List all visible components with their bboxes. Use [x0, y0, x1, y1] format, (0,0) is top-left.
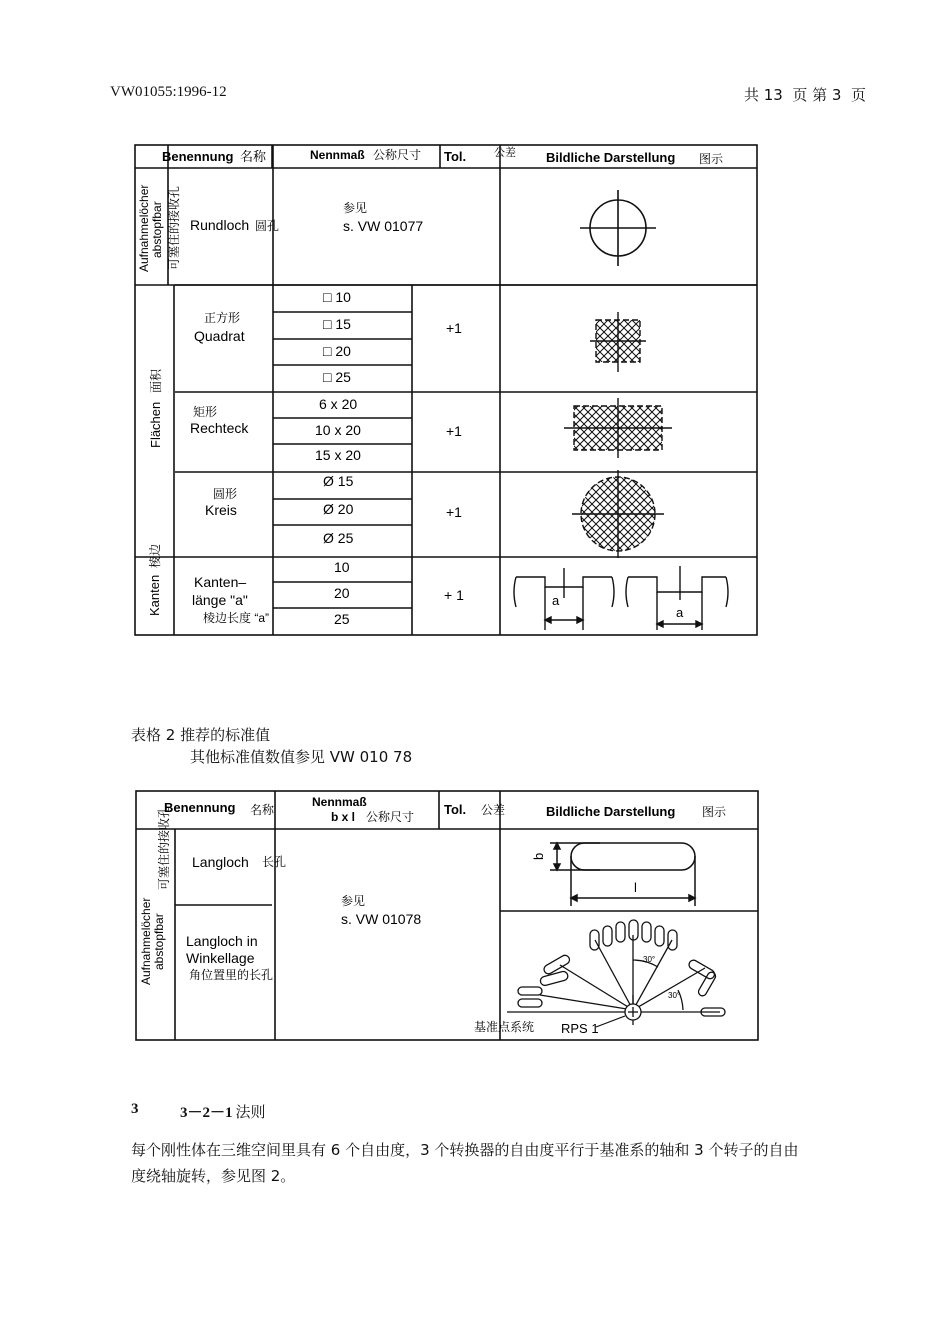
table-2: [0, 780, 950, 1050]
paragraph-line-2: 度绕轴旋转，参见图 2。: [131, 1167, 296, 1185]
t2-ref-cn: 参见: [341, 894, 366, 908]
t1-rechteck-size-1: 6 x 20: [319, 396, 358, 412]
t2-winkel-cn: 角位置里的长孔: [189, 968, 274, 982]
t1-g1-side-1: Aufnahmelöcher: [137, 184, 151, 272]
section-title: [180, 1101, 266, 1122]
angled-slots-figure: [507, 920, 725, 1025]
edge-length-figure: [514, 566, 728, 630]
round-hole-figure: [580, 190, 656, 266]
t1-rechteck-cn: 矩形: [193, 405, 218, 419]
t1-kanten-1: Kanten–: [194, 574, 247, 590]
t1-head-benennung: Benennung: [162, 149, 234, 164]
t1-quadrat-size-3: □ 20: [323, 343, 351, 359]
t1-dim-a-right: a: [676, 605, 684, 620]
t1-kanten-tol: + 1: [444, 587, 464, 603]
t2-winkel-1: Langloch in: [186, 933, 258, 949]
t2-winkel-2: Winkellage: [186, 950, 255, 966]
t1-head-nennmass: Nennmaß: [310, 148, 365, 162]
t2-ref: s. VW 01078: [341, 911, 422, 927]
t1-g2-side: Flächen: [148, 401, 163, 448]
t1-head-tol: Tol.: [444, 149, 467, 164]
t2-head-bild: Bildliche Darstellung: [546, 804, 676, 819]
t1-g2-side-cn: 面积: [149, 368, 163, 393]
t2-rps: RPS 1: [561, 1021, 599, 1036]
t1-rundloch: Rundloch: [190, 217, 250, 233]
t2-head-tol-cn: 公差: [481, 803, 506, 817]
t1-quadrat-tol: +1: [446, 320, 462, 336]
section-title-rule: 3－2－1: [180, 1105, 233, 1121]
t2-angle-2: 30°: [668, 991, 681, 1000]
rectangle-hole-figure: [564, 398, 672, 458]
table-1: [0, 0, 950, 660]
t1-kanten-size-3: 25: [334, 611, 350, 627]
t1-rechteck-tol: +1: [446, 423, 462, 439]
t1-g3-side-cn: 棱边: [148, 543, 162, 568]
t1-g3-side: Kanten: [147, 574, 162, 616]
t2-head-nennmass-sub: b x l: [331, 810, 356, 824]
table-2-caption: 表格 2 推荐的标准值: [131, 726, 271, 744]
t2-head-nennmass: Nennmaß: [312, 795, 367, 809]
t1-head-tol-cn: 公差: [494, 147, 516, 159]
t1-dim-a-left: a: [552, 593, 560, 608]
t2-angle-1: 30°: [643, 955, 656, 964]
t1-g1-side-3: 可塞住的接收孔: [167, 185, 181, 270]
paragraph: [131, 1137, 891, 1189]
t1-kreis-cn: 圆形: [213, 487, 238, 501]
table-2-subcaption: 其他标准值数值参见 VW 010 78: [190, 748, 413, 766]
t1-head-nennmass-cn: 公称尺寸: [373, 148, 422, 162]
t2-head-benennung: Benennung: [164, 800, 236, 815]
document-id: VW01055:1996-12: [110, 84, 227, 100]
t1-quadrat-cn: 正方形: [204, 311, 241, 325]
t2-head-nennmass-cn: 公称尺寸: [366, 810, 415, 824]
t2-langloch-cn: 长孔: [262, 855, 287, 869]
t2-side-1: Aufnahmelöcher: [139, 897, 153, 985]
page-indicator: 共 13 页 第 3 页: [744, 86, 867, 104]
t1-rechteck: Rechteck: [190, 420, 249, 436]
t1-kreis-size-3: Ø 25: [323, 530, 354, 546]
t1-g1-side-2: abstopfbar: [150, 201, 164, 258]
circle-area-figure: [572, 470, 664, 558]
t1-kreis: Kreis: [205, 502, 237, 518]
section-number: 3: [131, 1101, 139, 1117]
t1-head-benennung-cn: 名称: [240, 149, 267, 164]
t1-quadrat-size-2: □ 15: [323, 316, 351, 332]
t2-langloch: Langloch: [192, 854, 249, 870]
t2-side-cn: 可塞住的接收孔: [157, 805, 171, 890]
t1-kanten-2: länge "a": [192, 592, 248, 608]
t1-rundloch-cn: 圆孔: [255, 219, 280, 233]
slot-figure: [550, 843, 695, 906]
t2-head-benennung-cn: 名称: [250, 803, 275, 817]
t2-rps-cn: 基准点系统: [474, 1020, 535, 1034]
t1-head-bild: Bildliche Darstellung: [546, 150, 676, 165]
t1-kreis-size-2: Ø 20: [323, 501, 354, 517]
t1-kreis-tol: +1: [446, 504, 462, 520]
t1-quadrat-size-1: □ 10: [323, 289, 351, 305]
t1-head-bild-cn: 图示: [699, 152, 724, 166]
t1-ref-cn: 参见: [343, 201, 368, 215]
t2-dim-b: b: [531, 852, 546, 860]
t2-head-tol: Tol.: [444, 802, 467, 817]
t2-dim-l: l: [634, 880, 637, 895]
t1-kreis-size-1: Ø 15: [323, 473, 354, 489]
t2-side-2: abstopfbar: [152, 913, 166, 970]
t2-head-bild-cn: 图示: [702, 805, 727, 819]
t1-kanten-size-1: 10: [334, 559, 350, 575]
t1-rechteck-size-2: 10 x 20: [315, 422, 361, 438]
t1-ref: s. VW 01077: [343, 218, 424, 234]
t1-kanten-cn: 棱边长度 “a”: [203, 611, 270, 625]
square-hole-figure: [590, 312, 646, 372]
t1-rechteck-size-3: 15 x 20: [315, 447, 361, 463]
t1-kanten-size-2: 20: [334, 585, 350, 601]
section-title-suffix: 法则: [235, 1103, 266, 1121]
t1-quadrat-size-4: □ 25: [323, 369, 351, 385]
t1-quadrat: Quadrat: [194, 328, 245, 344]
paragraph-line-1: 每个刚性体在三维空间里具有 6 个自由度，3 个转换器的自由度平行于基准系的轴和 3 个转子的自由: [131, 1141, 799, 1159]
